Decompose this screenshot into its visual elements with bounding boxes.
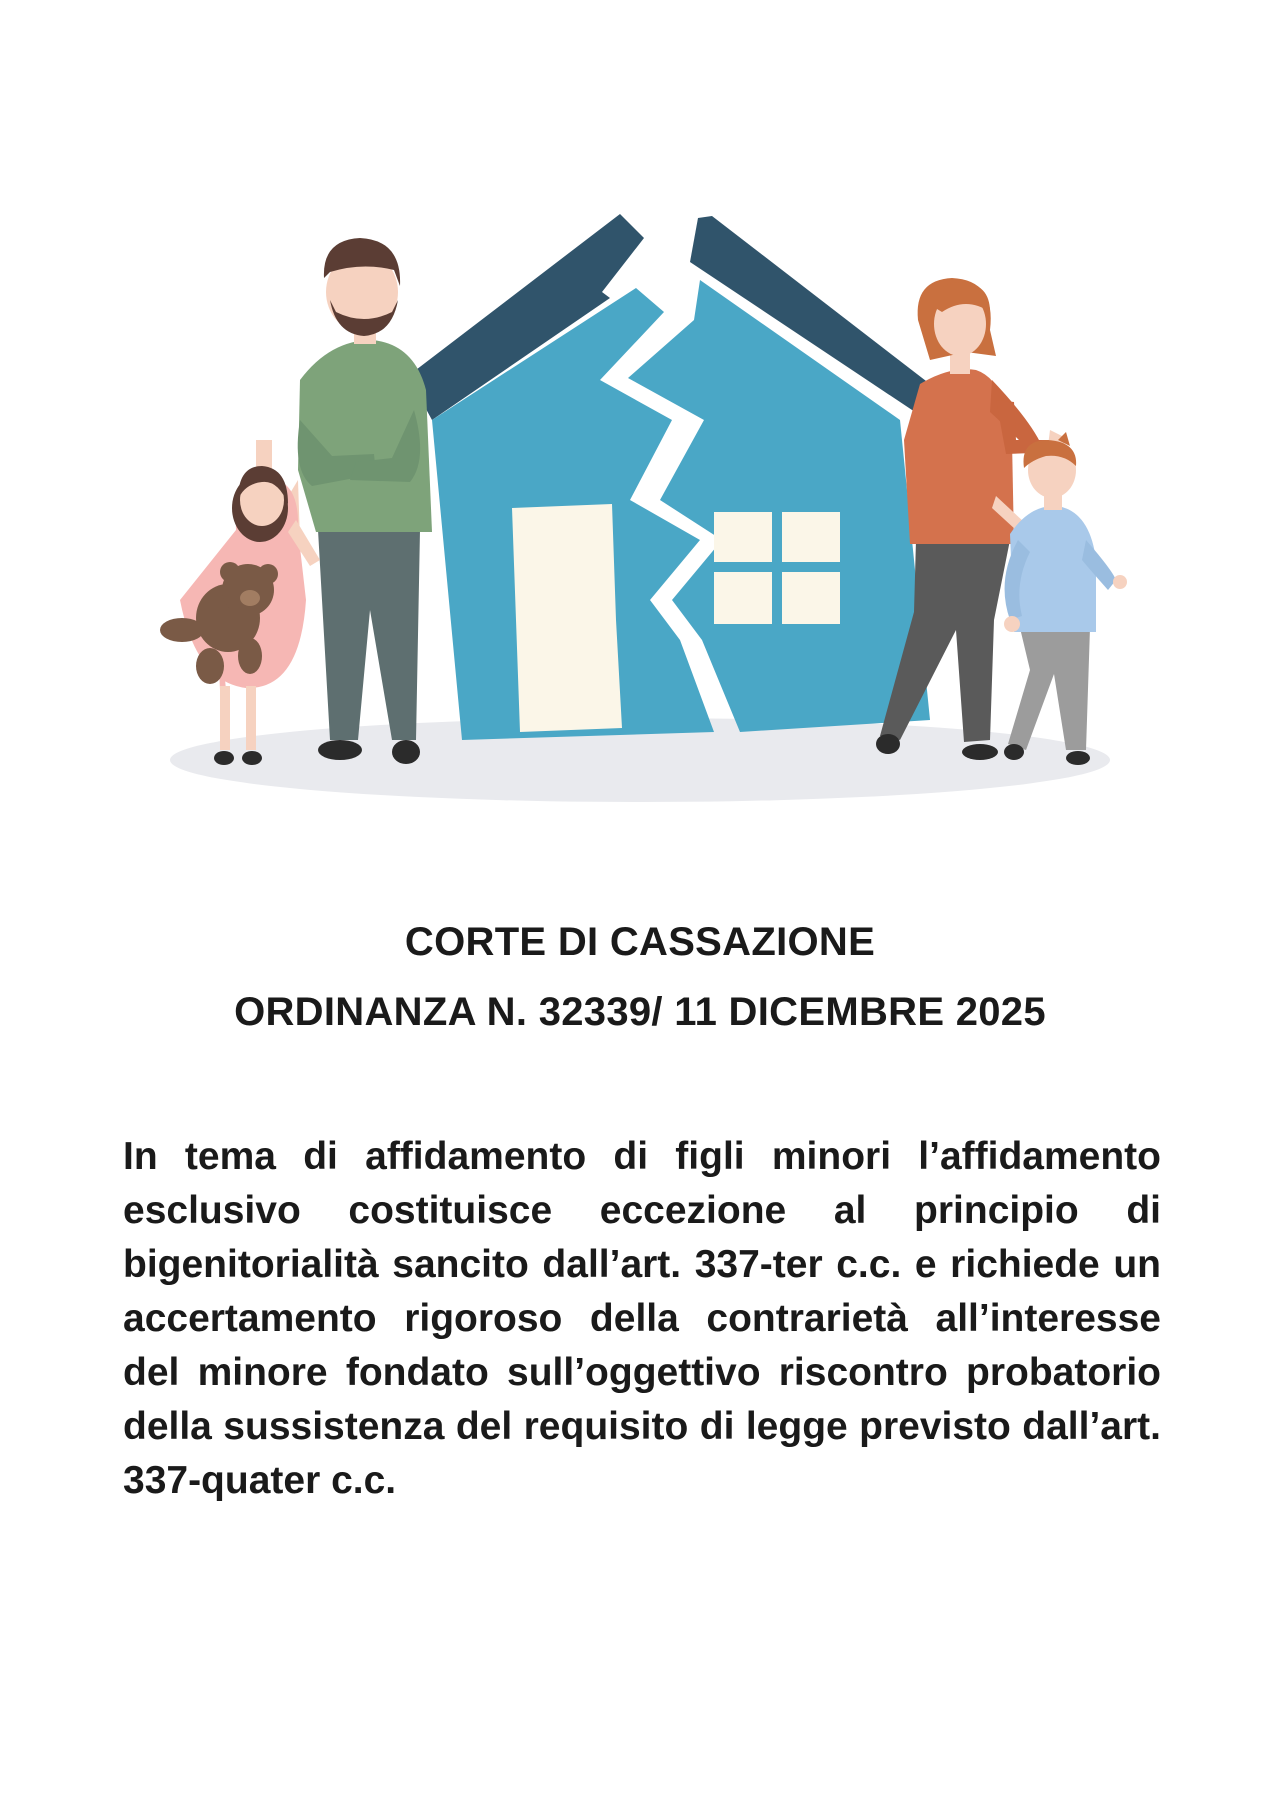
broken-house-family-illustration — [0, 0, 1280, 820]
ordinance-title: ORDINANZA N. 32339/ 11 DICEMBRE 2025 — [234, 990, 1046, 1034]
window-pane — [782, 512, 840, 562]
court-title: CORTE DI CASSAZIONE — [404, 920, 876, 964]
window-pane — [782, 572, 840, 624]
ruling-summary: In tema di affidamento di figli minori l’affidamento esclusivo costituisce eccezione al principio di bigenitorialità sancito dall’art. 337-ter c.c. e richiede un accertamento rigoroso della contrarietà all’interesse del minore fondato sull’oggettivo riscontro probatorio della sussistenza del requisito di legge previsto dall’art. 337-quater c.c. — [123, 1135, 1161, 1502]
father-figure — [286, 238, 432, 764]
door — [512, 504, 622, 732]
window-pane — [714, 572, 772, 624]
boy-figure — [1004, 432, 1127, 765]
window-pane — [714, 512, 772, 562]
